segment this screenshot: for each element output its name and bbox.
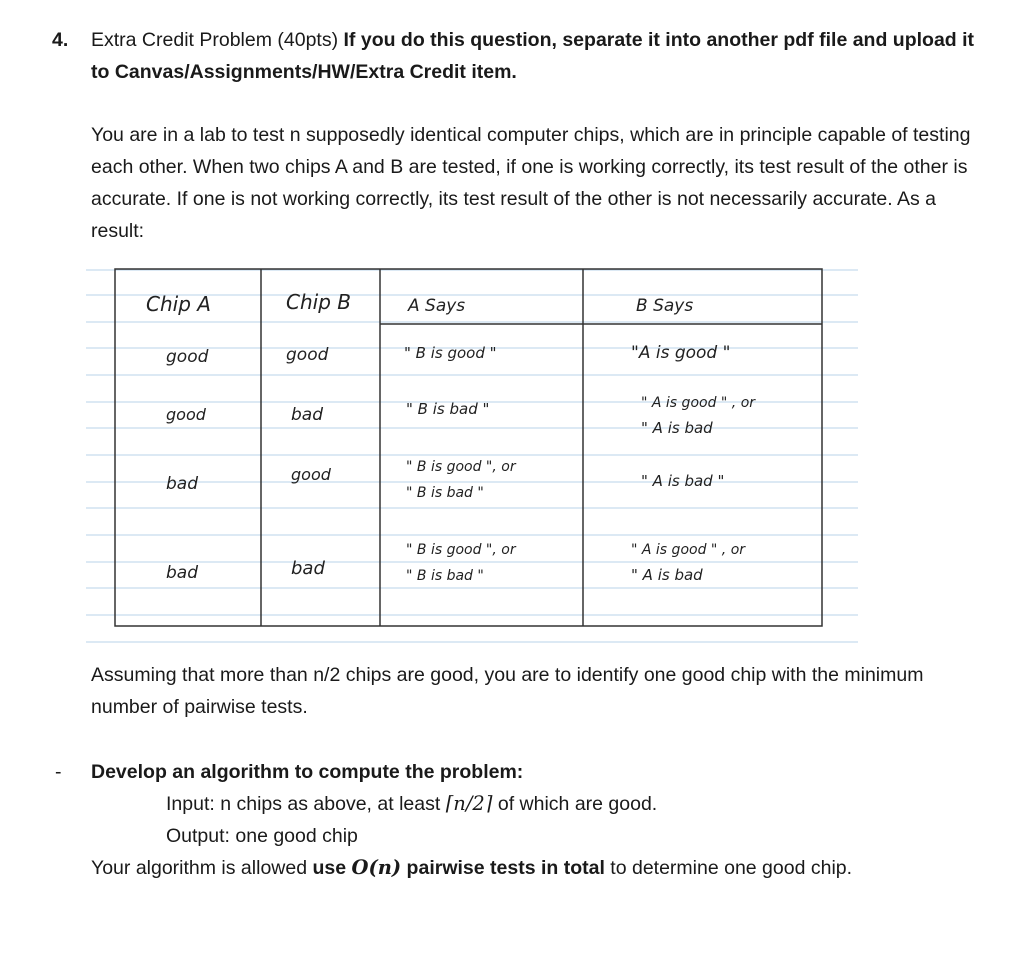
cell-r4-b-says-2: " A is bad	[631, 566, 703, 584]
cell-r4-a-says-1: " B is good ", or	[406, 542, 516, 558]
algo-bold-use: use	[312, 857, 352, 879]
assumption-paragraph: Assuming that more than n/2 chips are good, you are to identify one good chip with the minimum number of pairwise tests.	[91, 664, 924, 718]
algo-suffix: to determine one good chip.	[604, 857, 853, 879]
header-chip-a: Chip A	[146, 292, 211, 316]
cell-r3-chip-a: bad	[166, 474, 198, 494]
algo-bold-tests: pairwise tests in total	[401, 857, 605, 879]
handwritten-truth-table	[86, 262, 858, 646]
question-number: 4.	[52, 29, 69, 51]
cell-r2-a-says: " B is bad "	[406, 400, 490, 418]
cell-r3-chip-b: good	[291, 465, 331, 484]
cell-r2-chip-b: bad	[291, 405, 323, 425]
question-title-bold: If you do this question, separate it into another pdf file and upload it to Canvas/Assignments/HW/Extra Credit item.	[91, 29, 975, 83]
task-heading: Develop an algorithm to compute the problem:	[91, 761, 524, 783]
cell-r1-a-says: " B is good "	[404, 344, 497, 362]
cell-r4-chip-a: bad	[166, 563, 198, 583]
cell-r3-a-says-2: " B is bad "	[406, 485, 484, 501]
input-line	[166, 788, 657, 820]
header-a-says: A Says	[408, 296, 466, 316]
cell-r4-a-says-2: " B is bad "	[406, 568, 484, 584]
cell-r1-b-says: "A is good "	[631, 343, 731, 363]
intro-paragraph: You are in a lab to test n supposedly identical computer chips, which are in principle capable of testing each other. When two chips A and B are tested, if one is working correctly, its test result of the other is accurate. If one is not working correctly, its test result of the other is not necessarily accurate. As a result:	[91, 124, 971, 242]
cell-r4-b-says-1: " A is good " , or	[631, 542, 746, 558]
cell-r1-chip-b: good	[286, 345, 329, 365]
big-o-n: O(n)	[351, 856, 402, 879]
algo-prefix: Your algorithm is allowed	[91, 857, 313, 879]
output-line: Output: one good chip	[166, 825, 358, 847]
cell-r2-b-says-1: " A is good " , or	[641, 395, 756, 411]
question-title-plain: Extra Credit Problem (40pts)	[91, 29, 344, 51]
cell-r3-b-says: " A is bad "	[641, 472, 725, 490]
ceil-n-over-2: ⌈n/2⌉	[445, 792, 493, 815]
input-suffix: of which are good.	[492, 793, 658, 815]
cell-r1-chip-a: good	[166, 347, 209, 367]
algorithm-constraint-line	[91, 852, 852, 884]
cell-r4-chip-b: bad	[291, 558, 325, 579]
cell-r2-b-says-2: " A is bad	[641, 419, 713, 437]
bullet-dash: -	[55, 761, 62, 783]
question-title	[91, 24, 991, 88]
cell-r3-a-says-1: " B is good ", or	[406, 459, 516, 475]
header-chip-b: Chip B	[286, 290, 351, 314]
header-b-says: B Says	[636, 296, 694, 316]
input-prefix: Input: n chips as above, at least	[166, 793, 446, 815]
cell-r2-chip-a: good	[166, 405, 206, 424]
